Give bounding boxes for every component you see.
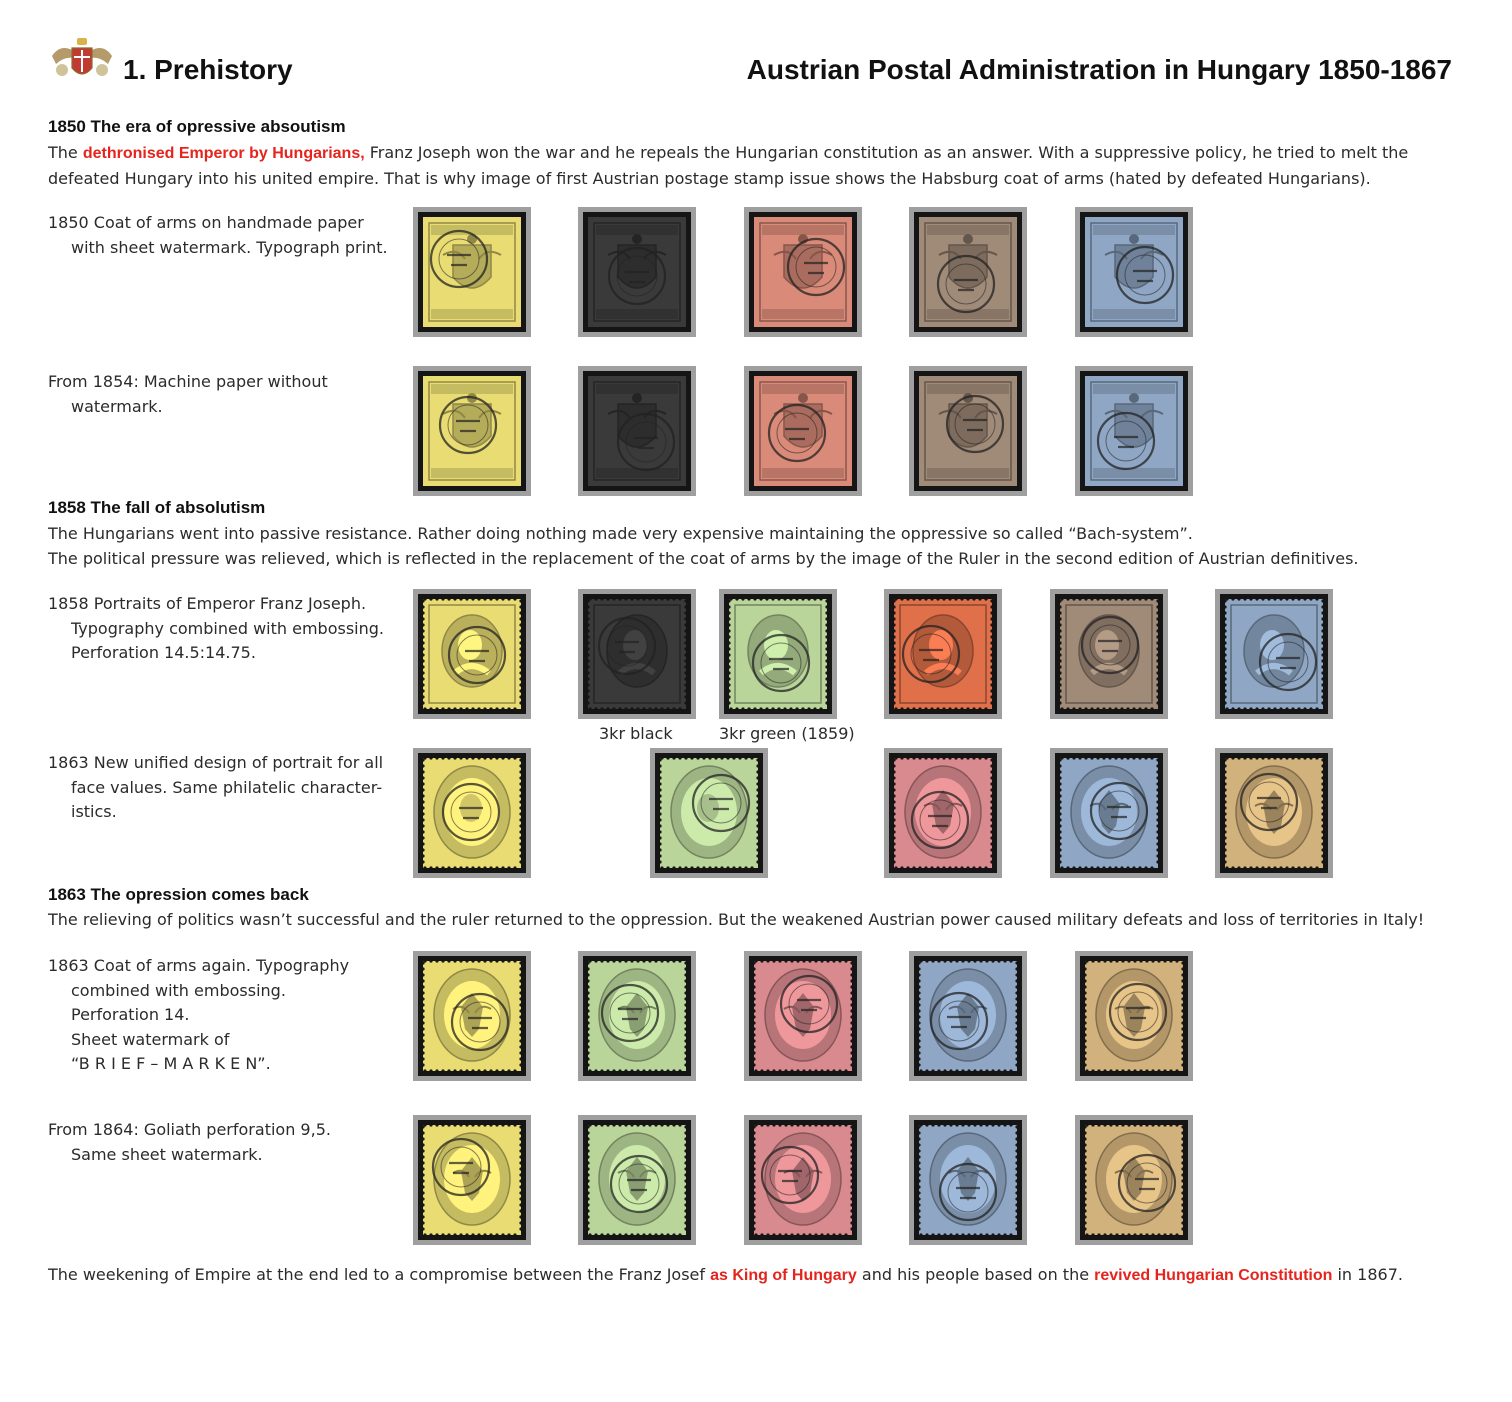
stamp-image xyxy=(413,951,531,1081)
stamp-1854-3kr-red xyxy=(744,366,862,496)
stamp-image xyxy=(1215,748,1333,878)
stamp-1858-15kr-blue xyxy=(1215,589,1333,719)
row-label-1864 xyxy=(48,1118,331,1167)
stamp-image xyxy=(909,1115,1027,1245)
stamp-1858-10kr-brown xyxy=(1050,589,1168,719)
label-line: 1863 New unified design of portrait for all xyxy=(48,753,384,772)
text: The xyxy=(48,143,83,162)
stamp-image xyxy=(744,1115,862,1245)
label-line: “B R I E F – M A R K E N”. xyxy=(71,1054,271,1073)
stamp-1863-15kr-ochre xyxy=(1215,748,1333,878)
stamp-image xyxy=(1075,1115,1193,1245)
label-line: From 1864: Goliath perforation 9,5. xyxy=(48,1120,331,1139)
text: The Hungarians went into passive resistance. Rather doing nothing made very expensive maintaining the oppressive so called “Bach-system”. xyxy=(48,524,1193,543)
text: The political pressure was relieved, which is reflected in the replacement of the coat of arms by the image of the Ruler in the second edition of Austrian definitives. xyxy=(48,548,1359,568)
stamp-1858-3kr-black xyxy=(578,589,696,719)
stamp-1863-2kr-yellow xyxy=(413,748,531,878)
stamp-image xyxy=(1075,207,1193,337)
stamp-image xyxy=(719,589,837,719)
stamp-image xyxy=(884,589,1002,719)
footer-paragraph xyxy=(48,1263,1403,1289)
stamp-1854-1kr-yellow xyxy=(413,366,531,496)
stamp-1850-2kr-black xyxy=(578,207,696,337)
label-line: 1863 Coat of arms again. Typography xyxy=(48,956,350,975)
label-line: Typography combined with embossing. xyxy=(71,618,384,638)
label-line: istics. xyxy=(71,802,117,821)
stamp-1854-6kr-brown xyxy=(909,366,1027,496)
row-label-1863-portrait xyxy=(48,751,383,825)
stamp-1864-10kr-blue xyxy=(909,1115,1027,1245)
section-title: 1. Prehistory xyxy=(123,54,293,85)
text: The relieving of politics wasn’t successful and the ruler returned to the oppression. But the weakened Austrian power caused military defeats and loss of territories in Italy! xyxy=(48,910,1425,929)
stamp-1850-6kr-brown xyxy=(909,207,1027,337)
stamp-image xyxy=(744,951,862,1081)
row-label-1854 xyxy=(48,370,328,419)
stamp-image xyxy=(578,207,696,337)
stamp-image xyxy=(578,589,696,719)
stamp-image xyxy=(413,589,531,719)
stamp-1850-9kr-blue xyxy=(1075,207,1193,337)
stamp-image xyxy=(1050,748,1168,878)
stamp-1863-arms-15kr-ochre xyxy=(1075,951,1193,1081)
stamp-image xyxy=(578,366,696,496)
stamp-1864-2kr-yellow xyxy=(413,1115,531,1245)
text: and his people based on the xyxy=(856,1265,1095,1284)
label-line: face values. Same philatelic character- xyxy=(71,777,383,797)
text: defeated Hungary into his united empire. That is why image of first Austrian postage stamp issue shows the Habsburg coat of arms (hated by defeated Hungarians). xyxy=(48,168,1371,188)
stamp-image xyxy=(909,207,1027,337)
text: Franz Joseph won the war and he repeals the Hungarian constitution as an answer. With a suppressive policy, he tried to melt the xyxy=(364,143,1409,162)
label-line: Same sheet watermark. xyxy=(71,1144,263,1164)
stamp-image xyxy=(744,207,862,337)
label-line: From 1854: Machine paper without xyxy=(48,372,328,391)
text: in 1867. xyxy=(1332,1265,1403,1284)
stamp-1859-3kr-green xyxy=(719,589,837,719)
section-heading-1850: 1850 The era of opressive absoutism xyxy=(48,117,346,136)
stamp-caption-3kr-black: 3kr black xyxy=(599,724,673,743)
stamp-1863-5kr-rose xyxy=(884,748,1002,878)
stamp-image xyxy=(884,748,1002,878)
intro-paragraph-1850 xyxy=(48,141,1408,191)
stamp-image xyxy=(650,748,768,878)
label-line: Perforation 14.5:14.75. xyxy=(71,643,256,662)
section-heading-1863: 1863 The opression comes back xyxy=(48,885,309,904)
stamp-1854-2kr-black xyxy=(578,366,696,496)
section-heading-1858: 1858 The fall of absolutism xyxy=(48,498,266,517)
label-line: 1858 Portraits of Emperor Franz Joseph. xyxy=(48,594,367,613)
stamp-1850-1kr-yellow xyxy=(413,207,531,337)
stamp-image xyxy=(1050,589,1168,719)
stamp-1863-arms-10kr-blue xyxy=(909,951,1027,1081)
stamp-image xyxy=(578,1115,696,1245)
stamp-1864-3kr-green xyxy=(578,1115,696,1245)
stamp-1858-2kr-yellow xyxy=(413,589,531,719)
stamp-image xyxy=(744,366,862,496)
stamp-image xyxy=(909,951,1027,1081)
stamp-caption-3kr-green: 3kr green (1859) xyxy=(719,724,855,743)
highlight-text: revived Hungarian Constitution xyxy=(1094,1267,1333,1284)
highlight-text: dethronised Emperor by Hungarians, xyxy=(82,145,365,162)
collection-title: Austrian Postal Administration in Hungary 1850-1867 xyxy=(746,54,1452,85)
stamp-image xyxy=(1075,951,1193,1081)
stamp-1863-3kr-green xyxy=(650,748,768,878)
row-label-1850 xyxy=(48,211,388,260)
stamp-1850-3kr-red xyxy=(744,207,862,337)
stamp-1863-arms-3kr-green xyxy=(578,951,696,1081)
coat-of-arms-icon xyxy=(50,36,114,84)
stamp-image xyxy=(1215,589,1333,719)
label-line: Sheet watermark of xyxy=(71,1029,230,1049)
label-line: 1850 Coat of arms on handmade paper xyxy=(48,213,364,232)
stamp-image xyxy=(413,748,531,878)
intro-paragraph-1863 xyxy=(48,908,1424,933)
stamp-image xyxy=(413,1115,531,1245)
highlight-text: as King of Hungary xyxy=(710,1267,857,1284)
stamp-1863-10kr-blue xyxy=(1050,748,1168,878)
stamp-1863-arms-5kr-rose xyxy=(744,951,862,1081)
row-label-1858 xyxy=(48,592,384,666)
stamp-image xyxy=(413,207,531,337)
label-line: watermark. xyxy=(71,396,163,416)
stamp-image xyxy=(578,951,696,1081)
stamp-image xyxy=(1075,366,1193,496)
row-label-1863-arms xyxy=(48,954,349,1077)
stamp-1863-arms-2kr-yellow xyxy=(413,951,531,1081)
stamp-image xyxy=(909,366,1027,496)
intro-paragraph-1858 xyxy=(48,522,1359,571)
label-line: combined with embossing. xyxy=(71,980,286,1000)
label-line: with sheet watermark. Typograph print. xyxy=(71,237,388,257)
stamp-1864-5kr-rose xyxy=(744,1115,862,1245)
stamp-1864-15kr-ochre xyxy=(1075,1115,1193,1245)
label-line: Perforation 14. xyxy=(71,1005,190,1024)
stamp-1854-9kr-blue xyxy=(1075,366,1193,496)
stamp-image xyxy=(413,366,531,496)
text: The weekening of Empire at the end led to a compromise between the Franz Josef xyxy=(48,1265,711,1284)
stamp-1858-5kr-orange xyxy=(884,589,1002,719)
